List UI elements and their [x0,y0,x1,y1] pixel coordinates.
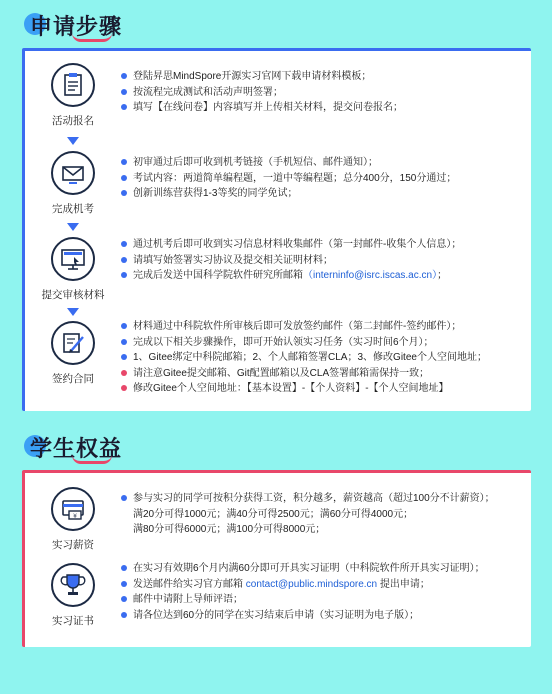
step-list [121,319,525,397]
step-icon-col [37,63,109,128]
list-item: 在实习有效期6个月内满60分即可开具实习证明（中科院软件所开具实习证明）； [121,561,525,577]
list-item: 创新训练营获得1-3等奖的同学免试； [121,186,525,202]
mail-icon [51,151,95,195]
item-tail: ； [437,270,448,282]
step-list [121,237,525,284]
benefit-icon-col [37,563,109,628]
list-item-continuation: 满20分可得1000元；满40分可得2500元；满60分可得4000元； [133,508,414,520]
step-icon-col [37,237,109,302]
card-icon [51,487,95,531]
benefit-label: 实习薪资 [52,539,94,551]
list-item: 材料通过中科院软件所审核后即可发放签约邮件（第二封邮件-签约邮件）； [121,319,525,335]
sign-icon [51,321,95,365]
step-label: 签约合同 [52,373,94,385]
list-item: 考试内容：两道简单编程题，一道中等编程题；总分400分，150分通过； [121,171,525,187]
heading-underline [72,455,112,464]
step-icon-col [37,321,109,386]
list-item: 完成以下相关步骤操作，即可开始认领实习任务（实习时间6个月）； [121,335,525,351]
section-heading-benefits [24,432,123,462]
list-item: 邮件中请附上导师评语； [121,592,525,608]
benefit-list [121,491,525,538]
list-item [121,268,525,284]
list-item: 参与实习的同学可按积分获得工资，积分越多，薪资越高（超过100分不计薪资）； [121,491,525,507]
step-list [121,155,525,202]
steps-card [22,48,531,411]
benefit-list [121,561,525,623]
section-heading-apply [24,10,123,40]
benefit-label: 实习证书 [52,615,94,627]
form-icon [51,63,95,107]
step-icon-col [37,151,109,216]
down-arrow-icon [67,137,79,145]
down-arrow-icon [67,308,79,316]
step-label: 活动报名 [52,115,94,127]
trophy-icon [51,563,95,607]
list-item: 请填写始签署实习协议及提交相关证明材料； [121,253,525,269]
heading-underline [72,33,112,42]
list-item: 按流程完成测试和活动声明签署； [121,85,525,101]
item-tail: 提出申请； [377,578,430,590]
step-list [121,69,525,116]
benefit-icon-col [37,487,109,552]
item-text: 发送邮件给实习官方邮箱 [133,578,246,590]
list-item: 1、Gitee绑定中科院邮箱；2、个人邮箱签署CLA；3、修改Gitee个人空间地址； [121,350,525,366]
email-link[interactable]: contact@public.mindspore.cn [245,578,378,590]
email-link[interactable]: （interninfo@isrc.iscas.ac.cn） [303,270,438,282]
list-item [121,577,525,593]
monitor-icon [51,237,95,281]
svg-text:¥: ¥ [73,513,77,520]
section-title: 申请步骤 [30,13,123,39]
list-item: 请各位达到60分的同学在实习结束后申请（实习证明为电子版）； [121,608,525,624]
list-item-continuation: 满80分可得6000元；满100分可得8000元； [133,524,326,536]
item-text: 完成后发送中国科学院软件研究所邮箱 [133,270,303,282]
down-arrow-icon [67,223,79,231]
section-title: 学生权益 [30,435,123,461]
list-item: 通过机考后即可收到实习信息材料收集邮件（第一封邮件-收集个人信息）； [121,237,525,253]
list-item: 修改Gitee个人空间地址：【基本设置】-【个人资料】-【个人空间地址】 [121,381,525,397]
benefits-card [22,470,531,647]
list-item: 登陆昇思MindSpore开源实习官网下载申请材料模板； [121,69,525,85]
list-item: 请注意Gitee提交邮箱、Git配置邮箱以及CLA签署邮箱需保持一致； [121,366,525,382]
list-item: 初审通过后即可收到机考链接（手机短信、邮件通知）； [121,155,525,171]
list-item: 填写【在线问卷】内容填写并上传相关材料，提交问卷报名； [121,100,525,116]
step-label: 完成机考 [52,203,94,215]
step-label: 提交审核材料 [41,289,105,301]
